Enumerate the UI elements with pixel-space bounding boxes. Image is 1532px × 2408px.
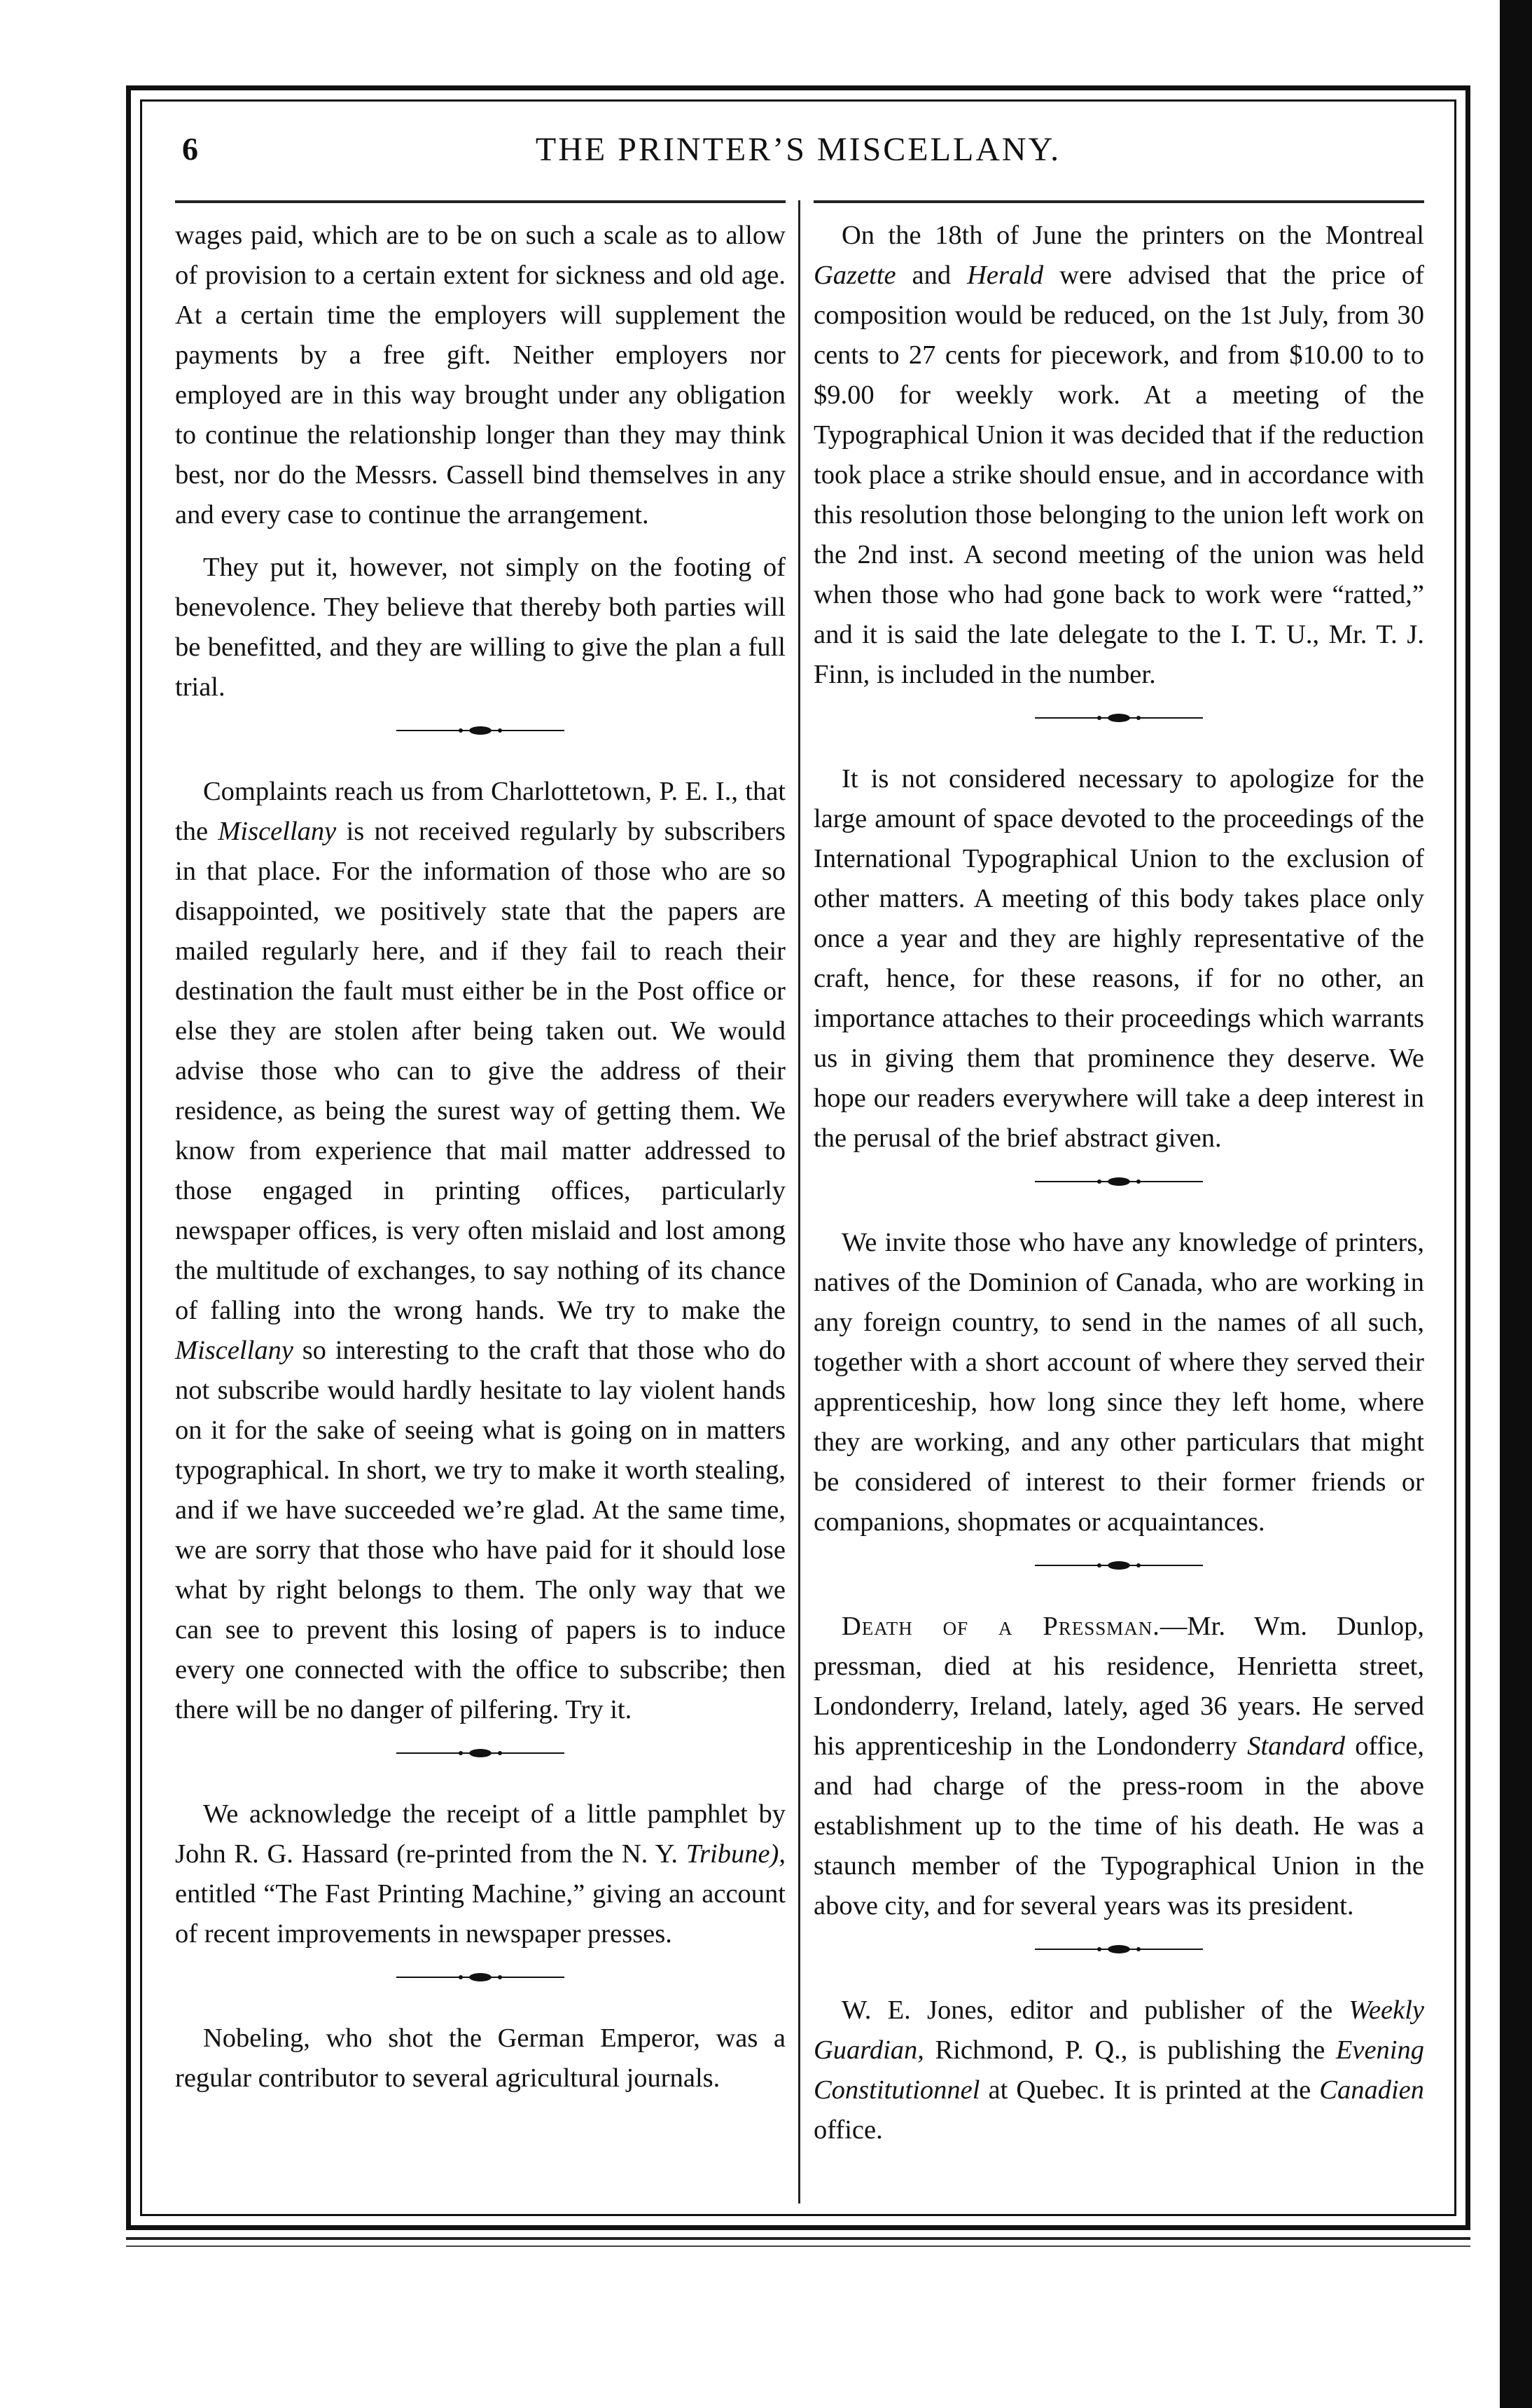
article-paragraph: It is not considered necessary to apologize for the large amount of space devoted to the proceedings of the International Typographical Union to the exclusion of other matters. A meeting of this body takes place only once a year and they are highly representative of the craft, hence, for these reasons, if for no other, an importance attaches to their proceedings which warrants us in giving them that prominence they deserve. We hope our readers everywhere will take a deep interest in the perusal of the brief abstract given. — [814, 764, 1424, 1153]
section-ornament — [814, 1933, 1424, 1965]
article-paragraph: They put it, however, not simply on the footing of benevolence. They believe that thereby both parties will be benefitted, and they are willing to give the plan a full trial. — [175, 553, 786, 702]
left-column — [175, 216, 786, 2098]
article-paragraph: wages paid, which are to be on such a scale as to allow of provision to a certain extent for sickness and old age. At a certain time the employers will supplement the payments by a free gift. Neither employers nor employed are in this way brought under any obligation to continue the relationship longer than they may think best, nor do the Messrs. Cassell bind themselves in any and every case to continue the arrangement. — [175, 221, 786, 530]
page-number: 6 — [182, 131, 198, 167]
article-paragraph: We acknowledge the receipt of a little pamphlet by John R. G. Hassard (re-printed from the N. Y. Tribune), entitled “The Fast Printing Machine,” giving an account of recent improvements in newspaper presses. — [175, 1799, 786, 1949]
left-column-top-rule — [175, 200, 786, 203]
right-column — [814, 216, 1424, 2150]
column-divider — [798, 200, 800, 2203]
page-header — [168, 130, 1428, 179]
right-column-top-rule — [814, 200, 1424, 203]
article-paragraph: On the 18th of June the printers on the Montreal Gazette and Herald were advised that the price of composition would be reduced, on the 1st July, from 30 cents to 27 cents for piecework, and from $10.00 to to $9.00 for weekly work. At a meeting of the Typographical Union it was decided that if the reduction took place a strike should ensue, and in accordance with this resolution those belonging to the union left work on the 2nd inst. A second meeting of the union was held when those who had gone back to work were “ratted,” and it is said the late delegate to the I. T. U., Mr. T. J. Finn, is included in the number. — [814, 221, 1425, 689]
article-paragraph: Nobeling, who shot the German Emperor, was a regular contributor to several agricultural journals. — [175, 2023, 786, 2093]
section-ornament — [175, 1737, 786, 1769]
article-paragraph: W. E. Jones, editor and publisher of the Weekly Guardian, Richmond, P. Q., is publishing the Evening Constitutionnel at Quebec. It is printed at the Canadien office. — [814, 1995, 1424, 2145]
section-ornament — [814, 1165, 1424, 1198]
bottom-rule — [126, 2237, 1470, 2240]
section-ornament — [814, 702, 1424, 734]
article-paragraph: We invite those who have any knowledge of printers, natives of the Dominion of Canada, who are working in any foreign country, to send in the names of all such, together with a short account of where they served their apprenticeship, how long since they left home, where they are working, and any other particulars that might be considered of interest to their former friends or companions, shopmates or acquaintances. — [814, 1228, 1424, 1537]
bottom-rule-thin — [126, 2246, 1470, 2247]
article-heading: Death of a Pressman. — [842, 1612, 1160, 1641]
section-ornament — [175, 714, 786, 747]
running-title: THE PRINTER’S MISCELLANY. — [535, 131, 1061, 168]
scan-edge-shadow — [1500, 0, 1532, 2408]
section-ornament — [175, 1961, 786, 1993]
article-paragraph: Death of a Pressman.—Mr. Wm. Dunlop, pressman, died at his residence, Henrietta street, Londonderry, Ireland, lately, aged 36 years. He served his apprenticeship in the Londonderry Standard office, and had charge of the press-room in the above establishment up to the time of his death. He was a staunch member of the Typographical Union in the above city, and for several years was its president. — [814, 1612, 1425, 1921]
section-ornament — [814, 1549, 1424, 1582]
article-paragraph: Complaints reach us from Charlottetown, P. E. I., that the Miscellany is not received regularly by subscribers in that place. For the information of those who are so disappointed, we positively state that the papers are mailed regularly here, and if they fail to reach their destination the fault must either be in the Post office or else they are stolen after being taken out. We would advise those who can to give the address of their residence, as being the surest way of getting them. We know from experience that mail matter addressed to those engaged in printing offices, particularly newspaper offices, is very often mislaid and lost among the multitude of exchanges, to say nothing of its chance of falling into the wrong hands. We try to make the Miscellany so interesting to the craft that those who do not subscribe would hardly hesitate to lay violent hands on it for the sake of seeing what is going on in matters typographical. In short, we try to make it worth stealing, and if we have succeeded we’re glad. At the same time, we are sorry that those who have paid for it should lose what by right belongs to them. The only way that we can see to prevent this losing of papers is to induce every one connected with the office to subscribe; then there will be no danger of pilfering. Try it. — [175, 777, 786, 1724]
